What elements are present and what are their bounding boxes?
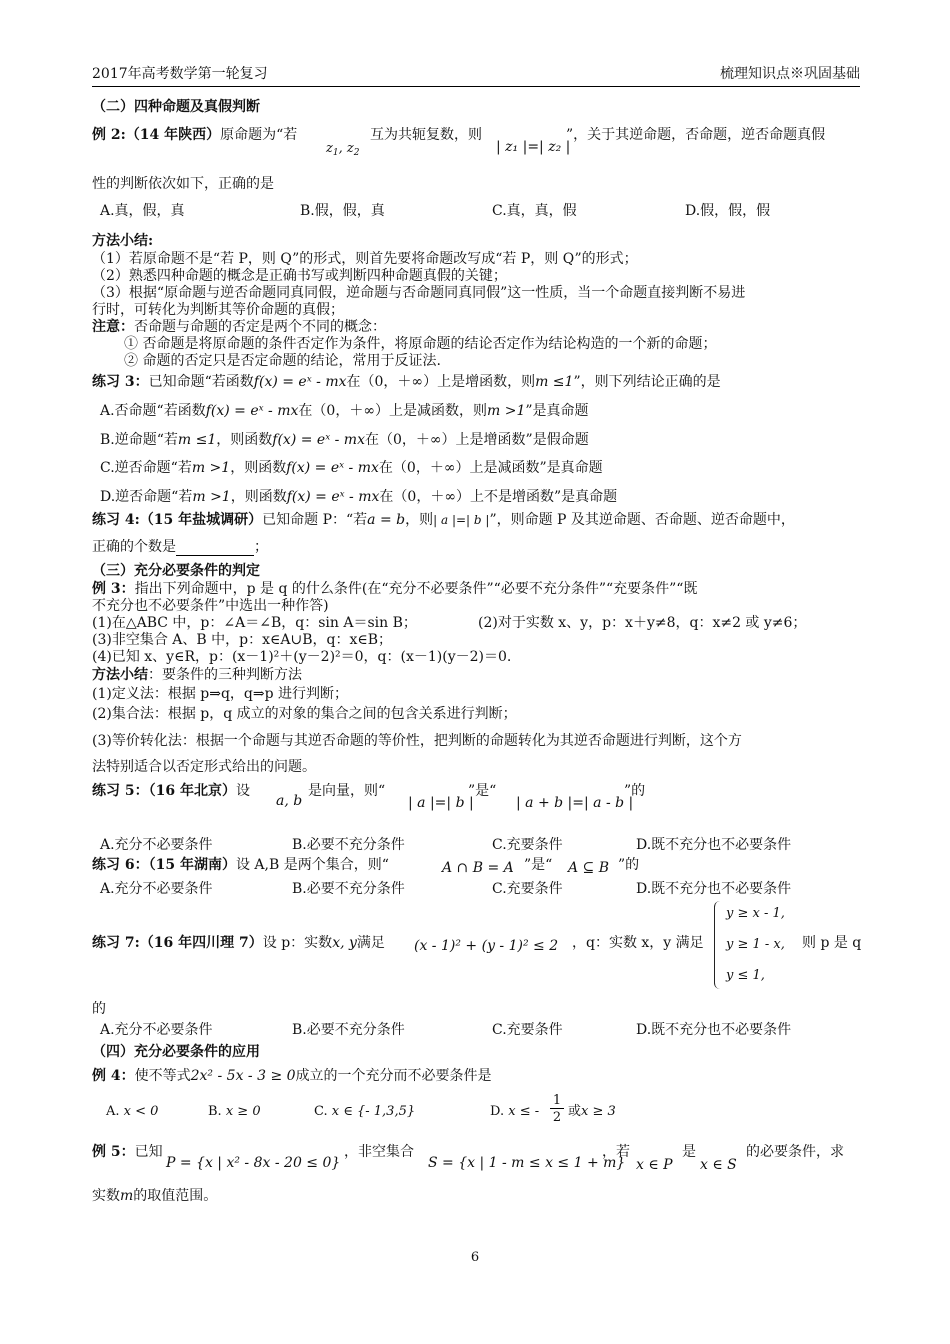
section-3-title: （三）充分必要条件的判定 <box>92 563 260 579</box>
page-header <box>92 64 860 87</box>
note-l2: ① 否命题是将原命题的条件否定作为条件，将原命题的结论否定作为结论构造的一个新的命题； <box>124 336 717 352</box>
example-2-line1: 例 2:（14 年陕西）原命题为“若 <box>92 127 298 143</box>
system-brace <box>714 901 721 989</box>
summary-1-label: 方法小结: <box>92 233 154 249</box>
practice-4-line2: 正确的个数是 ； <box>92 539 268 555</box>
practice-3-label: 练习 3： <box>92 374 149 390</box>
note-l3: ② 命题的否定只是否定命题的结论，常用于反证法. <box>124 353 441 369</box>
p7-option-a: A.充分不必要条件 <box>100 1022 213 1038</box>
p6-option-b: B.必要不充分条件 <box>292 881 405 897</box>
example-2-label: 例 2:（14 年陕西） <box>92 127 221 143</box>
p5-option-a: A.充分不必要条件 <box>100 837 213 853</box>
practice-5-question: 练习 5：（16 年北京）设 <box>92 783 250 799</box>
practice-5-label: 练习 5：（16 年北京） <box>92 783 236 799</box>
system-line2: y ≥ 1 - x, <box>726 937 785 952</box>
practice-6-expr2: A ⊆ B <box>568 860 610 876</box>
practice-7-inequality: (x - 1)² + (y - 1)² ≤ 2 <box>414 938 559 954</box>
system-line1: y ≥ x - 1, <box>726 906 785 921</box>
p5-option-d: D.既不充分也不必要条件 <box>636 837 792 853</box>
practice-7-question: 练习 7:（16 年四川理 7）设 p：实数x, y满足 <box>92 935 385 951</box>
ex4-option-c: C. x ∈ {- 1,3,5} <box>314 1104 416 1119</box>
example-3-l5: (4)已知 x、y∈R，p：(x－1)²＋(y－2)²＝0，q：(x－1)(y－2)＝0. <box>92 649 512 665</box>
p6-option-a: A.充分不必要条件 <box>100 881 213 897</box>
answer-blank[interactable] <box>176 541 254 556</box>
ex4-option-d2: 或x ≥ 3 <box>568 1104 616 1119</box>
x-in-S: x ∈ S <box>700 1157 737 1173</box>
example-3-l2: 不充分也不必要条件”中选出一种作答) <box>92 598 329 614</box>
x-in-P: x ∈ P <box>636 1157 673 1173</box>
ex2-option-d: D.假，假，假 <box>685 203 771 219</box>
p7-option-b: B.必要不充分条件 <box>292 1022 405 1038</box>
summary-1-l3: （3）根据“原命题与逆否命题同真同假，逆命题与否命题同真同假”这一性质，当一个命题直接判断不易进 <box>92 285 746 301</box>
page-number: 6 <box>470 1250 480 1265</box>
example-5-question: 例 5：已知 <box>92 1144 163 1160</box>
ex2-option-c: C.真，真，假 <box>492 203 577 219</box>
ex4-option-d: D. x ≤ - <box>490 1104 540 1119</box>
example-4-question: 例 4：使不等式2x² - 5x - 3 ≥ 0成立的一个充分而不必要条件是 <box>92 1068 492 1084</box>
example-3-l3b: (2)对于实数 x、y，p：x＋y≠8，q：x≠2 或 y≠6； <box>478 615 807 631</box>
set-P: P = {x | x² - 8x - 20 ≤ 0} <box>166 1155 341 1171</box>
example-3-l3a: (1)在△ABC 中，p：∠A＝∠B，q：sin A＝sin B； <box>92 615 417 631</box>
practice-6-text2: ”是“ <box>524 857 553 873</box>
practice-5-text2: 是向量，则“ <box>308 783 386 799</box>
header-left: 2017年高考数学第一轮复习 <box>92 66 268 82</box>
example-5-text5: 的必要条件，求 <box>746 1144 844 1160</box>
practice-6-text3: ”的 <box>618 857 640 873</box>
system-line3: y ≤ 1, <box>726 968 765 983</box>
practice-4-label: 练习 4:（15 年盐城调研） <box>92 512 263 528</box>
practice-3-option-d: D.逆否命题“若m >1，则函数f(x) = eˣ - mx在（0，＋∞）上不是增函数”是真命题 <box>100 489 618 505</box>
example-2-line2: 性的判断依次如下，正确的是 <box>92 176 274 192</box>
example-5-label: 例 5： <box>92 1144 135 1160</box>
p5-option-c: C.充要条件 <box>492 837 563 853</box>
summary-1-l4: 行时，可转化为判断其等价命题的真假； <box>92 302 344 318</box>
practice-7-label: 练习 7:（16 年四川理 7） <box>92 935 263 951</box>
z1-z2: $z_1$, $z_2$ <box>326 141 360 158</box>
set-S: S = {x | 1 - m ≤ x ≤ 1 + m} <box>428 1155 626 1171</box>
summary-2-l0: 方法小结：要条件的三种判断方法 <box>92 667 302 683</box>
practice-6-label: 练习 6：（15 年湖南） <box>92 857 236 873</box>
ex4-option-a: A. x < 0 <box>106 1104 159 1119</box>
example-2-text2: 互为共轭复数，则 <box>370 127 482 143</box>
p7-option-d: D.既不充分也不必要条件 <box>636 1022 792 1038</box>
fraction-denominator: 2 <box>552 1110 562 1125</box>
ex2-option-b: B.假，假，真 <box>300 203 385 219</box>
p6-option-d: D.既不充分也不必要条件 <box>636 881 792 897</box>
section-2-title: （二）四种命题及真假判断 <box>92 99 260 115</box>
summary-2-l2: (2)集合法：根据 p，q 成立的对象的集合之间的包含关系进行判断； <box>92 706 517 722</box>
header-right: 梳理知识点※巩固基础 <box>720 66 860 82</box>
p5-option-b: B.必要不充分条件 <box>292 837 405 853</box>
p7-option-c: C.充要条件 <box>492 1022 563 1038</box>
practice-5-expr1: | a |=| b | <box>408 795 474 811</box>
practice-3-question: 练习 3：已知命题“若函数f(x) = eˣ - mx在（0，＋∞）上是增函数，则m ≤1”，则下列结论正确的是 <box>92 374 721 390</box>
section-4-title: （四）充分必要条件的应用 <box>92 1044 260 1060</box>
vectors-ab: a, b <box>276 793 303 809</box>
example-5-text2: ，非空集合 <box>344 1144 414 1160</box>
practice-3-option-c: C.逆否命题“若m >1，则函数f(x) = eˣ - mx在（0，＋∞）上是减函数”是真命题 <box>100 460 603 476</box>
ex2-option-a: A.真，假，真 <box>100 203 185 219</box>
practice-4-question: 练习 4:（15 年盐城调研）已知命题 P：“若a = b，则| a |=| b |”，则命题 P 及其逆命题、否命题、逆否命题中， <box>92 512 795 528</box>
practice-3-option-b: B.逆命题“若m ≤1，则函数f(x) = eˣ - mx在（0，＋∞）上是增函数”是假命题 <box>100 432 589 448</box>
ex4-option-b: B. x ≥ 0 <box>208 1104 261 1119</box>
summary-2-l4: 法特别适合以否定形式给出的问题。 <box>92 759 316 775</box>
example-2-text3: ”，关于其逆命题，否命题，逆否命题真假 <box>566 127 826 143</box>
practice-6-question: 练习 6：（15 年湖南）设 A,B 是两个集合，则“ <box>92 857 389 873</box>
practice-5-expr2: | a + b |=| a - b | <box>516 795 634 811</box>
example-5-line2: 实数m的取值范围。 <box>92 1188 218 1204</box>
summary-1-l1: （1）若原命题不是“若 P，则 Q”的形式，则首先要将命题改写成“若 P，则 Q”的形式； <box>92 251 638 267</box>
practice-7-text4: 则 p 是 q <box>802 935 862 951</box>
example-5-text4: 是 <box>682 1144 696 1160</box>
summary-1-l2: （2）熟悉四种命题的概念是正确书写或判断四种命题真假的关键； <box>92 268 507 284</box>
summary-2-l3: (3)等价转化法：根据一个命题与其逆否命题的等价性，把判断的命题转化为其逆否命题进行判断，这个方 <box>92 733 742 749</box>
practice-5-text3: ”是“ <box>468 783 497 799</box>
example-3-l1: 例 3：指出下列命题中，p 是 q 的什么条件(在“充分不必要条件”“必要不充分条件”“充要条件”“既 <box>92 581 698 597</box>
practice-7-text3: ，q：实数 x，y 满足 <box>572 935 704 951</box>
practice-6-expr1: A ∩ B = A <box>442 860 514 876</box>
practice-3-option-a: A.否命题“若函数f(x) = eˣ - mx在（0，＋∞）上是减函数，则m >1”是真命题 <box>100 403 589 419</box>
example-4-label: 例 4： <box>92 1068 135 1084</box>
practice-5-text4: ”的 <box>624 783 646 799</box>
fraction-numerator: 1 <box>550 1093 564 1109</box>
example-3-l4: (3)非空集合 A、B 中，p：x∈A∪B，q：x∈B； <box>92 632 392 648</box>
example-2-abs: | z₁ |=| z₂ | <box>496 139 571 155</box>
example-5-text3: ，若 <box>602 1144 630 1160</box>
fraction-one-half <box>550 1093 564 1126</box>
note-l1: 注意：否命题与命题的否定是两个不同的概念： <box>92 319 386 335</box>
practice-7-text5: 的 <box>92 1001 106 1017</box>
summary-2-l1: (1)定义法：根据 p⇒q，q⇒p 进行判断； <box>92 686 349 702</box>
p6-option-c: C.充要条件 <box>492 881 563 897</box>
